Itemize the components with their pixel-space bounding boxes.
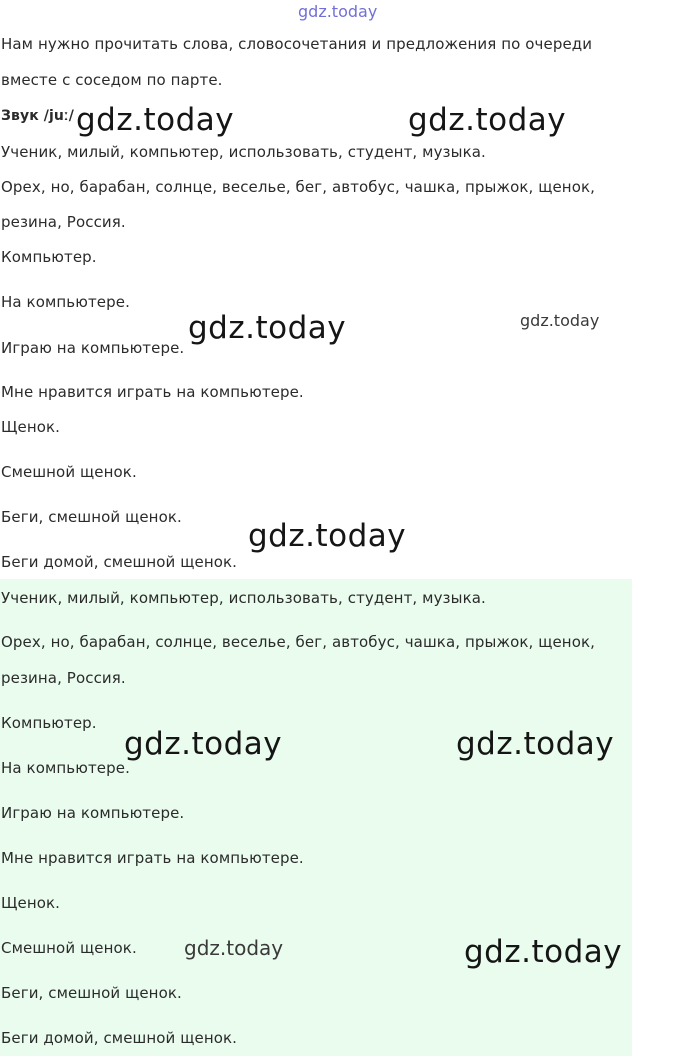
section1-sentence-8: Беги домой, смешной щенок. [1, 553, 238, 571]
section1-sentence-3: Играю на компьютере. [1, 339, 185, 357]
section2-sentence-4: Мне нравится играть на компьютере. [1, 849, 304, 867]
section2-sentence-5: Щенок. [1, 894, 61, 912]
section1-words-line-3: резина, Россия. [1, 213, 126, 231]
section2-sentence-6: Смешной щенок. [1, 939, 137, 957]
section2-sentence-7: Беги, смешной щенок. [1, 984, 182, 1002]
section1-sentence-2: На компьютере. [1, 293, 130, 311]
section1-words-line-1: Ученик, милый, компьютер, использовать, студент, музыка. [1, 143, 486, 161]
sound-heading: Звук /juː/ [1, 108, 75, 124]
section1-sentence-4: Мне нравится играть на компьютере. [1, 383, 304, 401]
watermark-top: gdz.today [298, 2, 378, 21]
watermark: gdz.today [464, 934, 623, 970]
section1-words-line-2: Орех, но, барабан, солнце, веселье, бег, автобус, чашка, прыжок, щенок, [1, 178, 596, 196]
section2-words-line-2: Орех, но, барабан, солнце, веселье, бег, автобус, чашка, прыжок, щенок, [1, 633, 596, 651]
section2-words-line-3: резина, Россия. [1, 669, 126, 687]
watermark: gdz.today [188, 310, 347, 346]
watermark: gdz.today [456, 726, 615, 762]
intro-line-1: Нам нужно прочитать слова, словосочетания и предложения по очереди [1, 35, 593, 53]
section1-sentence-6: Смешной щенок. [1, 463, 137, 481]
section2-sentence-8: Беги домой, смешной щенок. [1, 1029, 238, 1047]
watermark-small: gdz.today [520, 311, 600, 330]
section1-sentence-1: Компьютер. [1, 248, 97, 266]
section2-words-line-1: Ученик, милый, компьютер, использовать, студент, музыка. [1, 589, 486, 607]
watermark: gdz.today [76, 102, 235, 138]
watermark: gdz.today [408, 102, 567, 138]
watermark: gdz.today [124, 726, 283, 762]
section1-sentence-5: Щенок. [1, 418, 61, 436]
section1-sentence-7: Беги, смешной щенок. [1, 508, 182, 526]
intro-line-2: вместе с соседом по парте. [1, 71, 223, 89]
section2-sentence-2: На компьютере. [1, 759, 130, 777]
watermark: gdz.today [248, 518, 407, 554]
watermark-small: gdz.today [184, 936, 284, 960]
section2-sentence-3: Играю на компьютере. [1, 804, 185, 822]
section2-sentence-1: Компьютер. [1, 714, 97, 732]
